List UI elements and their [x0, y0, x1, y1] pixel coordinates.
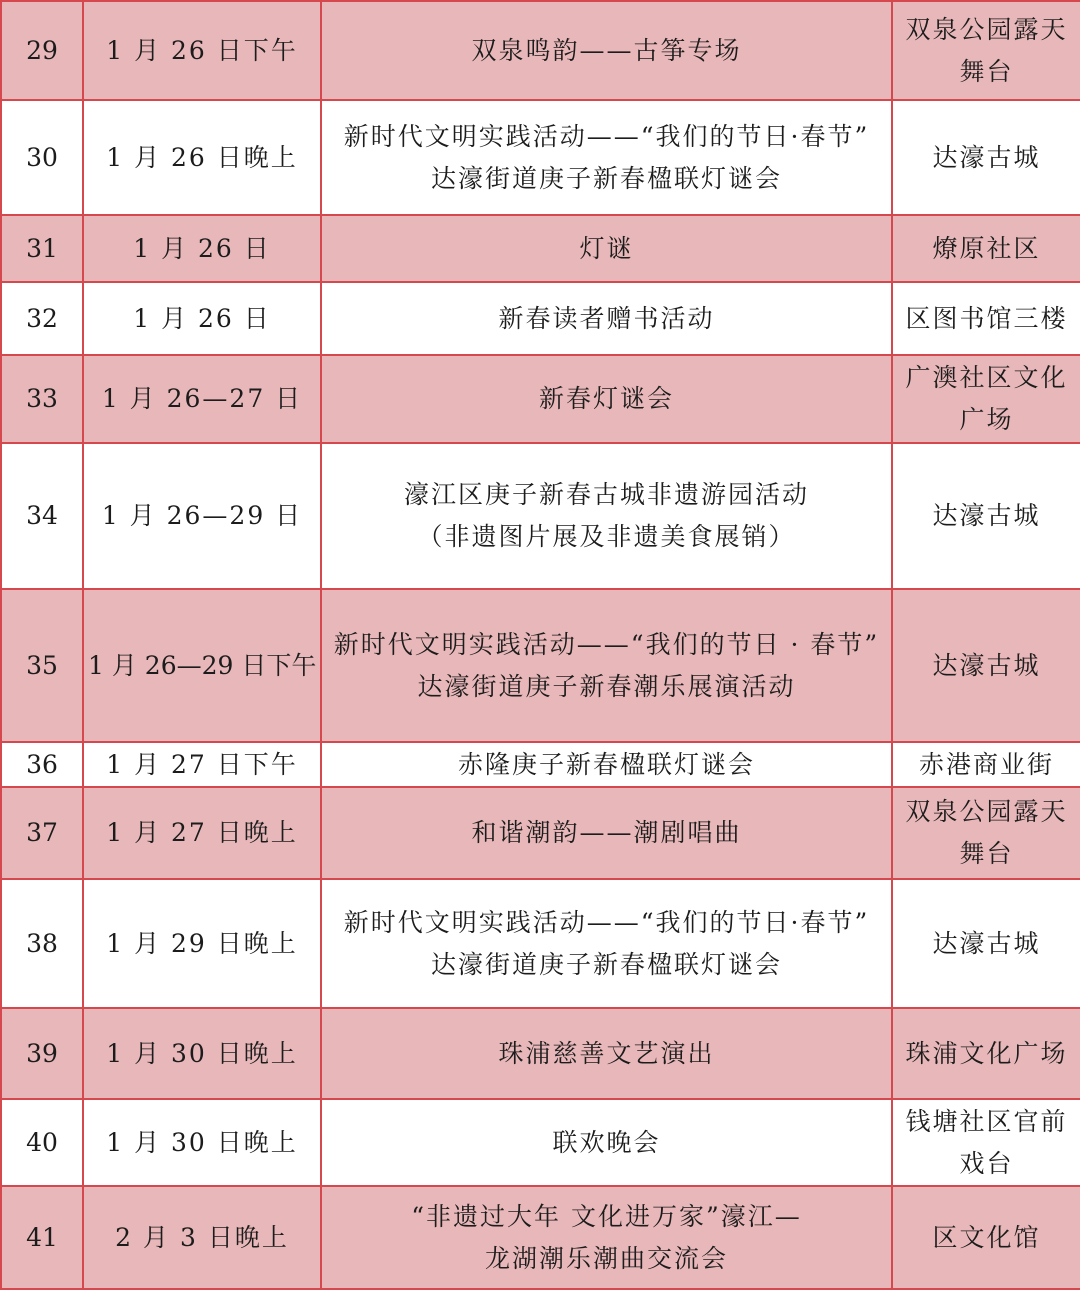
table-row	[1, 1099, 1080, 1186]
row-number: 40	[1, 1099, 83, 1186]
row-event-name: 新时代文明实践活动——“我们的节日·春节” 达濠街道庚子新春楹联灯谜会	[321, 100, 892, 215]
row-venue: 珠浦文化广场	[892, 1008, 1080, 1099]
row-date: 1 月 26—29 日	[83, 443, 321, 589]
table-row	[1, 589, 1080, 742]
row-event-name: 新春灯谜会	[321, 355, 892, 443]
row-venue: 双泉公园露天 舞台	[892, 1, 1080, 100]
row-venue: 达濠古城	[892, 589, 1080, 742]
row-date: 1 月 26—27 日	[83, 355, 321, 443]
table-row	[1, 282, 1080, 355]
table-row	[1, 215, 1080, 282]
table-row	[1, 1008, 1080, 1099]
row-date: 1 月 30 日晚上	[83, 1008, 321, 1099]
table-row	[1, 742, 1080, 787]
row-venue: 达濠古城	[892, 443, 1080, 589]
row-venue: 达濠古城	[892, 100, 1080, 215]
table-row	[1, 1, 1080, 100]
row-number: 29	[1, 1, 83, 100]
row-venue: 钱塘社区官前 戏台	[892, 1099, 1080, 1186]
row-event-name: 濠江区庚子新春古城非遗游园活动 （非遗图片展及非遗美食展销）	[321, 443, 892, 589]
row-date: 2 月 3 日晚上	[83, 1186, 321, 1289]
row-number: 34	[1, 443, 83, 589]
row-date: 1 月 26—29 日下午	[83, 589, 321, 742]
row-event-name: 新时代文明实践活动——“我们的节日·春节” 达濠街道庚子新春楹联灯谜会	[321, 879, 892, 1008]
table-row	[1, 1186, 1080, 1289]
row-event-name: 新春读者赠书活动	[321, 282, 892, 355]
row-number: 35	[1, 589, 83, 742]
row-date: 1 月 26 日晚上	[83, 100, 321, 215]
row-venue: 区文化馆	[892, 1186, 1080, 1289]
table-row	[1, 879, 1080, 1008]
row-date: 1 月 26 日	[83, 215, 321, 282]
row-date: 1 月 30 日晚上	[83, 1099, 321, 1186]
row-number: 33	[1, 355, 83, 443]
row-venue: 燎原社区	[892, 215, 1080, 282]
row-number: 32	[1, 282, 83, 355]
table-row	[1, 100, 1080, 215]
row-venue: 赤港商业街	[892, 742, 1080, 787]
row-venue: 达濠古城	[892, 879, 1080, 1008]
row-number: 37	[1, 787, 83, 879]
row-date: 1 月 27 日下午	[83, 742, 321, 787]
row-event-name: “非遗过大年 文化进万家”濠江— 龙湖潮乐潮曲交流会	[321, 1186, 892, 1289]
row-event-name: 新时代文明实践活动——“我们的节日 · 春节” 达濠街道庚子新春潮乐展演活动	[321, 589, 892, 742]
row-number: 39	[1, 1008, 83, 1099]
row-date: 1 月 29 日晚上	[83, 879, 321, 1008]
row-date: 1 月 26 日下午	[83, 1, 321, 100]
row-date: 1 月 27 日晚上	[83, 787, 321, 879]
row-event-name: 和谐潮韵——潮剧唱曲	[321, 787, 892, 879]
row-event-name: 赤隆庚子新春楹联灯谜会	[321, 742, 892, 787]
row-venue: 广澳社区文化 广场	[892, 355, 1080, 443]
row-number: 36	[1, 742, 83, 787]
table-row	[1, 443, 1080, 589]
row-event-name: 双泉鸣韵——古筝专场	[321, 1, 892, 100]
row-date: 1 月 26 日	[83, 282, 321, 355]
row-venue: 双泉公园露天 舞台	[892, 787, 1080, 879]
table-row	[1, 355, 1080, 443]
row-number: 41	[1, 1186, 83, 1289]
row-venue: 区图书馆三楼	[892, 282, 1080, 355]
table-row	[1, 787, 1080, 879]
row-number: 30	[1, 100, 83, 215]
row-event-name: 灯谜	[321, 215, 892, 282]
row-number: 31	[1, 215, 83, 282]
row-event-name: 联欢晚会	[321, 1099, 892, 1186]
row-event-name: 珠浦慈善文艺演出	[321, 1008, 892, 1099]
row-number: 38	[1, 879, 83, 1008]
